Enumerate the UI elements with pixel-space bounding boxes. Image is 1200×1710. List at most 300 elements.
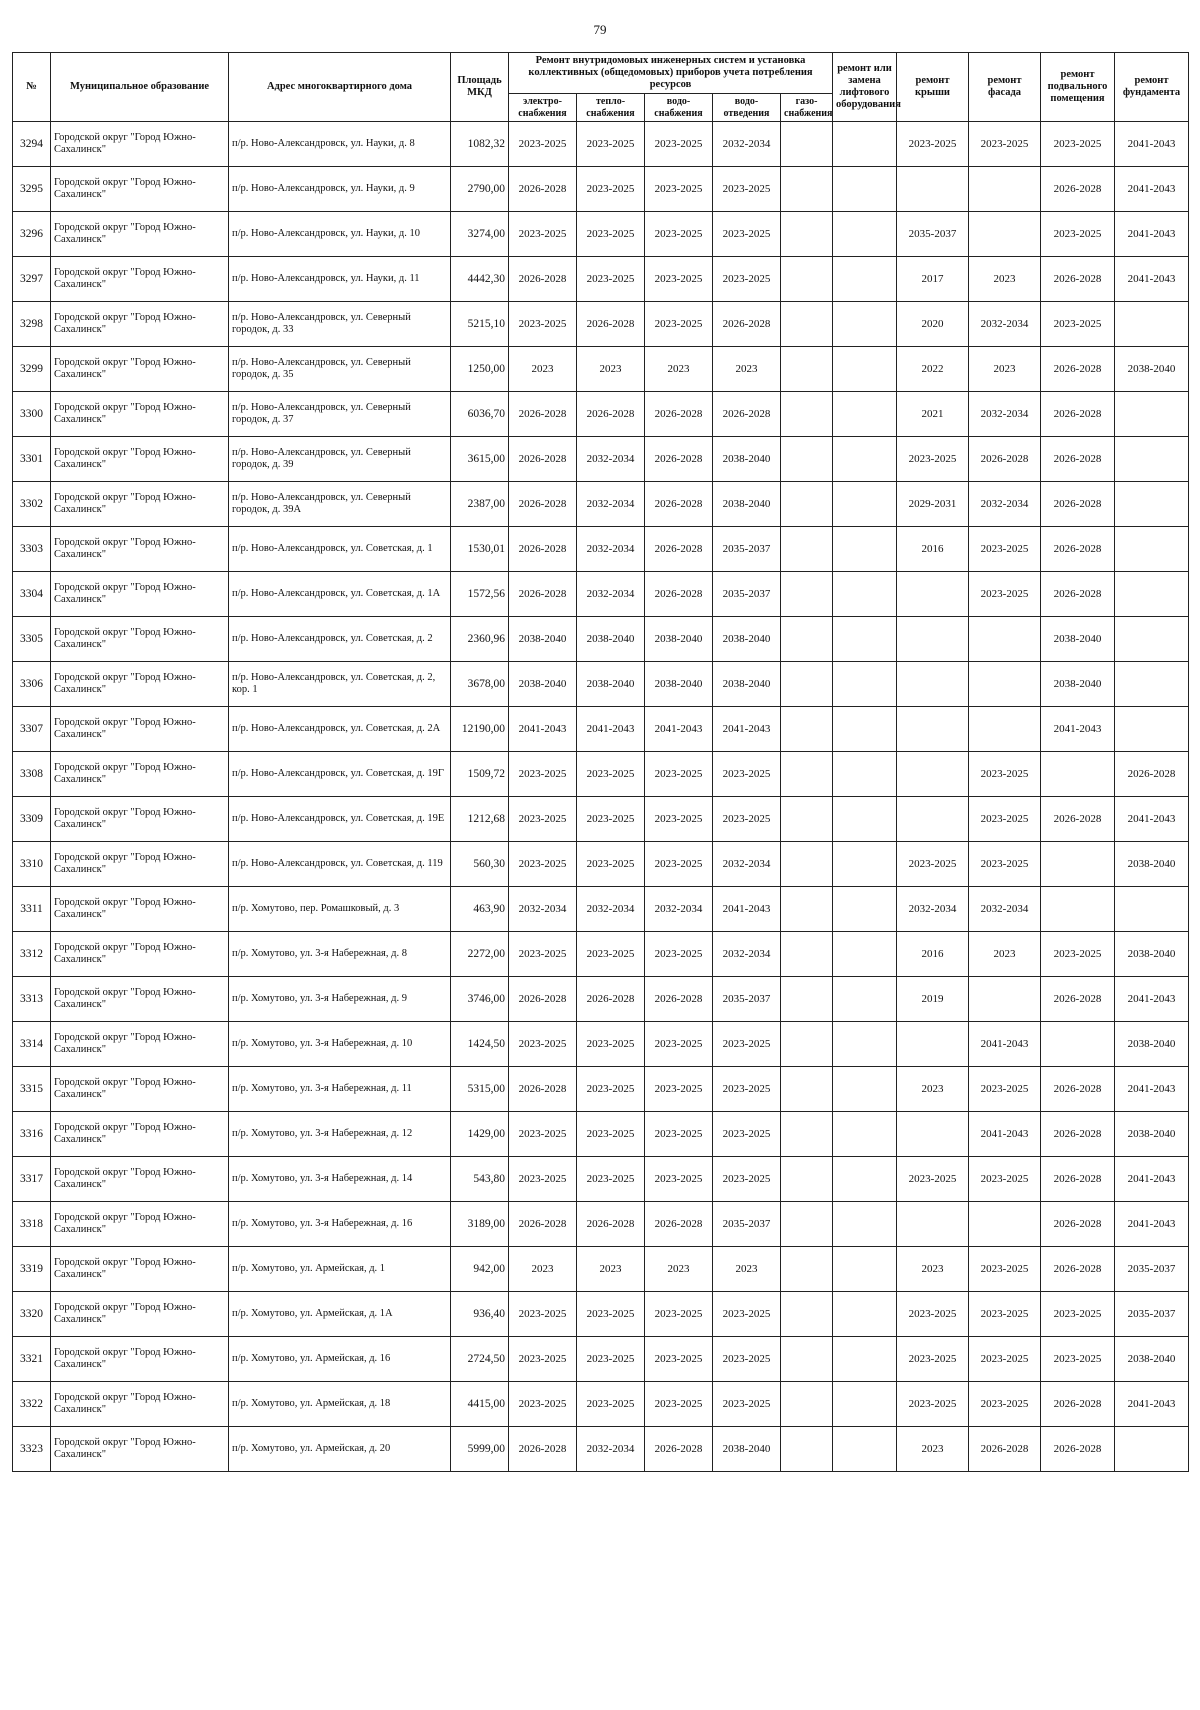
cell-facade: 2032-2034	[969, 302, 1041, 347]
cell-drain: 2023-2025	[713, 1112, 781, 1157]
cell-drain: 2026-2028	[713, 392, 781, 437]
cell-num: 3296	[13, 212, 51, 257]
cell-electric: 2026-2028	[509, 257, 577, 302]
cell-facade: 2023-2025	[969, 1337, 1041, 1382]
cell-facade: 2023-2025	[969, 842, 1041, 887]
cell-water: 2023	[645, 347, 713, 392]
cell-electric: 2026-2028	[509, 1202, 577, 1247]
cell-roof: 2017	[897, 257, 969, 302]
cell-address: п/р. Ново-Александровск, ул. Советская, д. 2	[229, 617, 451, 662]
cell-num: 3299	[13, 347, 51, 392]
cell-area: 463,90	[451, 887, 509, 932]
cell-roof	[897, 752, 969, 797]
cell-basement: 2023-2025	[1041, 1292, 1115, 1337]
table-row	[13, 662, 1189, 707]
cell-facade	[969, 212, 1041, 257]
col-header-address: Адрес многоквартирного дома	[229, 53, 451, 122]
cell-elevator	[833, 617, 897, 662]
cell-electric: 2023	[509, 347, 577, 392]
cell-municipality: Городской округ "Город Южно-Сахалинск"	[51, 1427, 229, 1472]
cell-basement: 2026-2028	[1041, 1247, 1115, 1292]
cell-drain: 2038-2040	[713, 482, 781, 527]
cell-electric: 2026-2028	[509, 527, 577, 572]
cell-foundation: 2041-2043	[1115, 1157, 1189, 1202]
cell-electric: 2023-2025	[509, 1157, 577, 1202]
cell-elevator	[833, 797, 897, 842]
cell-facade: 2041-2043	[969, 1112, 1041, 1157]
cell-facade: 2026-2028	[969, 1427, 1041, 1472]
cell-address: п/р. Ново-Александровск, ул. Науки, д. 8	[229, 122, 451, 167]
cell-roof: 2023-2025	[897, 437, 969, 482]
cell-gas	[781, 482, 833, 527]
cell-heat: 2023-2025	[577, 122, 645, 167]
cell-municipality: Городской округ "Город Южно-Сахалинск"	[51, 122, 229, 167]
cell-gas	[781, 887, 833, 932]
cell-heat: 2032-2034	[577, 572, 645, 617]
cell-facade: 2032-2034	[969, 392, 1041, 437]
cell-heat: 2038-2040	[577, 662, 645, 707]
cell-facade	[969, 167, 1041, 212]
cell-area: 3274,00	[451, 212, 509, 257]
cell-municipality: Городской округ "Город Южно-Сахалинск"	[51, 1382, 229, 1427]
col-header-gas: газо-снабжения	[781, 94, 833, 122]
table-row	[13, 1112, 1189, 1157]
register-sheet	[12, 52, 1188, 1472]
table-row	[13, 257, 1189, 302]
cell-drain: 2035-2037	[713, 572, 781, 617]
cell-facade: 2032-2034	[969, 482, 1041, 527]
table-row	[13, 122, 1189, 167]
cell-heat: 2023-2025	[577, 932, 645, 977]
cell-roof: 2023-2025	[897, 1157, 969, 1202]
cell-num: 3318	[13, 1202, 51, 1247]
cell-gas	[781, 617, 833, 662]
cell-facade	[969, 707, 1041, 752]
cell-electric: 2032-2034	[509, 887, 577, 932]
cell-elevator	[833, 1022, 897, 1067]
cell-elevator	[833, 572, 897, 617]
cell-num: 3306	[13, 662, 51, 707]
table-row	[13, 392, 1189, 437]
table-row	[13, 617, 1189, 662]
cell-municipality: Городской округ "Город Южно-Сахалинск"	[51, 1202, 229, 1247]
cell-basement: 2023-2025	[1041, 932, 1115, 977]
cell-roof: 2023-2025	[897, 1292, 969, 1337]
cell-heat: 2026-2028	[577, 392, 645, 437]
cell-num: 3304	[13, 572, 51, 617]
cell-foundation: 2026-2028	[1115, 752, 1189, 797]
page-number: 79	[593, 22, 607, 37]
cell-roof: 2023	[897, 1427, 969, 1472]
cell-area: 6036,70	[451, 392, 509, 437]
cell-num: 3294	[13, 122, 51, 167]
cell-basement: 2026-2028	[1041, 167, 1115, 212]
cell-drain: 2023-2025	[713, 1292, 781, 1337]
cell-address: п/р. Ново-Александровск, ул. Советская, д. 2, кор. 1	[229, 662, 451, 707]
cell-municipality: Городской округ "Город Южно-Сахалинск"	[51, 347, 229, 392]
cell-elevator	[833, 1067, 897, 1112]
table-row	[13, 932, 1189, 977]
cell-address: п/р. Ново-Александровск, ул. Северный городок, д. 39А	[229, 482, 451, 527]
cell-basement: 2026-2028	[1041, 1427, 1115, 1472]
col-header-facade: ремонт фасада	[969, 53, 1041, 122]
cell-foundation	[1115, 392, 1189, 437]
cell-drain: 2023-2025	[713, 752, 781, 797]
cell-area: 2360,96	[451, 617, 509, 662]
cell-gas	[781, 122, 833, 167]
cell-electric: 2023-2025	[509, 1382, 577, 1427]
cell-municipality: Городской округ "Город Южно-Сахалинск"	[51, 527, 229, 572]
cell-elevator	[833, 662, 897, 707]
table-row	[13, 887, 1189, 932]
table-row	[13, 482, 1189, 527]
cell-drain: 2035-2037	[713, 1202, 781, 1247]
cell-electric: 2026-2028	[509, 392, 577, 437]
cell-heat: 2032-2034	[577, 1427, 645, 1472]
cell-basement: 2026-2028	[1041, 572, 1115, 617]
cell-heat: 2023	[577, 1247, 645, 1292]
cell-gas	[781, 1382, 833, 1427]
cell-area: 2724,50	[451, 1337, 509, 1382]
col-header-elevator: ремонт или замена лифтового оборудования	[833, 53, 897, 122]
cell-num: 3311	[13, 887, 51, 932]
cell-facade: 2023-2025	[969, 1292, 1041, 1337]
cell-roof	[897, 662, 969, 707]
cell-heat: 2023-2025	[577, 1067, 645, 1112]
cell-basement	[1041, 842, 1115, 887]
table-row	[13, 347, 1189, 392]
cell-drain: 2038-2040	[713, 1427, 781, 1472]
cell-area: 3678,00	[451, 662, 509, 707]
cell-heat: 2023-2025	[577, 1157, 645, 1202]
cell-foundation	[1115, 1427, 1189, 1472]
cell-address: п/р. Ново-Александровск, ул. Северный городок, д. 39	[229, 437, 451, 482]
col-header-foundation: ремонт фундамента	[1115, 53, 1189, 122]
cell-elevator	[833, 482, 897, 527]
cell-basement: 2026-2028	[1041, 1382, 1115, 1427]
cell-gas	[781, 1247, 833, 1292]
cell-basement: 2026-2028	[1041, 977, 1115, 1022]
cell-address: п/р. Ново-Александровск, ул. Советская, д. 2А	[229, 707, 451, 752]
cell-basement: 2023-2025	[1041, 1337, 1115, 1382]
cell-gas	[781, 572, 833, 617]
cell-water: 2026-2028	[645, 1427, 713, 1472]
cell-electric: 2026-2028	[509, 167, 577, 212]
cell-heat: 2023-2025	[577, 1022, 645, 1067]
cell-elevator	[833, 842, 897, 887]
cell-municipality: Городской округ "Город Южно-Сахалинск"	[51, 1022, 229, 1067]
table-row	[13, 752, 1189, 797]
cell-area: 1250,00	[451, 347, 509, 392]
cell-area: 1212,68	[451, 797, 509, 842]
cell-drain: 2023	[713, 347, 781, 392]
cell-basement: 2026-2028	[1041, 482, 1115, 527]
cell-num: 3301	[13, 437, 51, 482]
cell-electric: 2023-2025	[509, 1337, 577, 1382]
cell-address: п/р. Ново-Александровск, ул. Советская, д. 19Е	[229, 797, 451, 842]
cell-address: п/р. Хомутово, ул. Армейская, д. 20	[229, 1427, 451, 1472]
cell-elevator	[833, 527, 897, 572]
cell-gas	[781, 392, 833, 437]
cell-water: 2041-2043	[645, 707, 713, 752]
cell-num: 3308	[13, 752, 51, 797]
cell-foundation: 2038-2040	[1115, 1022, 1189, 1067]
cell-roof: 2032-2034	[897, 887, 969, 932]
cell-water: 2038-2040	[645, 617, 713, 662]
cell-foundation: 2041-2043	[1115, 977, 1189, 1022]
cell-electric: 2023	[509, 1247, 577, 1292]
cell-drain: 2035-2037	[713, 977, 781, 1022]
cell-gas	[781, 662, 833, 707]
cell-foundation	[1115, 572, 1189, 617]
cell-municipality: Городской округ "Город Южно-Сахалинск"	[51, 167, 229, 212]
cell-drain: 2032-2034	[713, 122, 781, 167]
cell-electric: 2026-2028	[509, 572, 577, 617]
col-header-drain: водо-отведения	[713, 94, 781, 122]
cell-facade	[969, 1202, 1041, 1247]
cell-elevator	[833, 302, 897, 347]
cell-municipality: Городской округ "Город Южно-Сахалинск"	[51, 392, 229, 437]
cell-foundation: 2041-2043	[1115, 797, 1189, 842]
cell-gas	[781, 1292, 833, 1337]
cell-roof: 2021	[897, 392, 969, 437]
cell-water: 2023-2025	[645, 1067, 713, 1112]
cell-electric: 2026-2028	[509, 1067, 577, 1112]
cell-water: 2026-2028	[645, 437, 713, 482]
cell-drain: 2023-2025	[713, 1382, 781, 1427]
cell-municipality: Городской округ "Город Южно-Сахалинск"	[51, 1337, 229, 1382]
cell-area: 5315,00	[451, 1067, 509, 1112]
cell-electric: 2026-2028	[509, 482, 577, 527]
cell-address: п/р. Ново-Александровск, ул. Северный городок, д. 33	[229, 302, 451, 347]
cell-num: 3297	[13, 257, 51, 302]
cell-num: 3320	[13, 1292, 51, 1337]
cell-water: 2023-2025	[645, 1292, 713, 1337]
cell-elevator	[833, 1382, 897, 1427]
cell-municipality: Городской округ "Город Южно-Сахалинск"	[51, 842, 229, 887]
cell-facade	[969, 662, 1041, 707]
cell-elevator	[833, 887, 897, 932]
cell-basement: 2026-2028	[1041, 437, 1115, 482]
cell-water: 2026-2028	[645, 1202, 713, 1247]
cell-basement: 2026-2028	[1041, 1112, 1115, 1157]
cell-municipality: Городской округ "Город Южно-Сахалинск"	[51, 662, 229, 707]
cell-area: 3615,00	[451, 437, 509, 482]
cell-electric: 2026-2028	[509, 437, 577, 482]
cell-foundation	[1115, 887, 1189, 932]
cell-address: п/р. Хомутово, ул. 3-я Набережная, д. 8	[229, 932, 451, 977]
cell-water: 2038-2040	[645, 662, 713, 707]
cell-area: 4415,00	[451, 1382, 509, 1427]
cell-municipality: Городской округ "Город Южно-Сахалинск"	[51, 437, 229, 482]
cell-water: 2023-2025	[645, 1337, 713, 1382]
cell-municipality: Городской округ "Город Южно-Сахалинск"	[51, 1292, 229, 1337]
cell-water: 2023-2025	[645, 257, 713, 302]
cell-num: 3309	[13, 797, 51, 842]
cell-address: п/р. Хомутово, ул. 3-я Набережная, д. 12	[229, 1112, 451, 1157]
col-header-num: №	[13, 53, 51, 122]
cell-foundation	[1115, 707, 1189, 752]
cell-num: 3305	[13, 617, 51, 662]
cell-facade: 2023	[969, 257, 1041, 302]
cell-area: 1082,32	[451, 122, 509, 167]
table-row	[13, 1337, 1189, 1382]
cell-municipality: Городской округ "Город Южно-Сахалинск"	[51, 1112, 229, 1157]
cell-foundation: 2038-2040	[1115, 1112, 1189, 1157]
cell-heat: 2023-2025	[577, 212, 645, 257]
cell-water: 2023-2025	[645, 1382, 713, 1427]
table-row	[13, 977, 1189, 1022]
cell-elevator	[833, 932, 897, 977]
header-row-main	[13, 53, 1189, 94]
cell-address: п/р. Хомутово, ул. Армейская, д. 16	[229, 1337, 451, 1382]
cell-drain: 2035-2037	[713, 527, 781, 572]
cell-basement: 2038-2040	[1041, 662, 1115, 707]
cell-gas	[781, 752, 833, 797]
cell-facade: 2023-2025	[969, 527, 1041, 572]
cell-drain: 2023-2025	[713, 257, 781, 302]
cell-elevator	[833, 392, 897, 437]
cell-heat: 2023-2025	[577, 1337, 645, 1382]
table-row	[13, 1382, 1189, 1427]
cell-num: 3312	[13, 932, 51, 977]
cell-municipality: Городской округ "Город Южно-Сахалинск"	[51, 1157, 229, 1202]
table-row	[13, 1022, 1189, 1067]
cell-heat: 2023-2025	[577, 797, 645, 842]
cell-area: 4442,30	[451, 257, 509, 302]
table-row	[13, 707, 1189, 752]
cell-basement	[1041, 1022, 1115, 1067]
cell-num: 3319	[13, 1247, 51, 1292]
cell-roof: 2022	[897, 347, 969, 392]
cell-municipality: Городской округ "Город Южно-Сахалинск"	[51, 617, 229, 662]
cell-gas	[781, 1427, 833, 1472]
table-row	[13, 302, 1189, 347]
cell-heat: 2023-2025	[577, 167, 645, 212]
cell-gas	[781, 1202, 833, 1247]
cell-drain: 2026-2028	[713, 302, 781, 347]
cell-electric: 2023-2025	[509, 1022, 577, 1067]
cell-area: 2790,00	[451, 167, 509, 212]
cell-municipality: Городской округ "Город Южно-Сахалинск"	[51, 797, 229, 842]
cell-num: 3316	[13, 1112, 51, 1157]
table-body	[13, 122, 1189, 1472]
cell-electric: 2023-2025	[509, 122, 577, 167]
cell-municipality: Городской округ "Город Южно-Сахалинск"	[51, 977, 229, 1022]
table-row	[13, 1202, 1189, 1247]
cell-area: 942,00	[451, 1247, 509, 1292]
cell-gas	[781, 1112, 833, 1157]
cell-foundation	[1115, 482, 1189, 527]
table-row	[13, 1157, 1189, 1202]
cell-basement: 2026-2028	[1041, 527, 1115, 572]
cell-basement: 2026-2028	[1041, 1202, 1115, 1247]
cell-address: п/р. Ново-Александровск, ул. Науки, д. 11	[229, 257, 451, 302]
cell-electric: 2041-2043	[509, 707, 577, 752]
cell-roof: 2023-2025	[897, 122, 969, 167]
cell-water: 2023-2025	[645, 1022, 713, 1067]
cell-address: п/р. Хомутово, ул. Армейская, д. 1А	[229, 1292, 451, 1337]
cell-drain: 2023-2025	[713, 1067, 781, 1112]
cell-municipality: Городской округ "Город Южно-Сахалинск"	[51, 1067, 229, 1112]
cell-address: п/р. Хомутово, ул. 3-я Набережная, д. 9	[229, 977, 451, 1022]
cell-foundation: 2041-2043	[1115, 212, 1189, 257]
cell-address: п/р. Хомутово, ул. 3-я Набережная, д. 11	[229, 1067, 451, 1112]
cell-heat: 2032-2034	[577, 887, 645, 932]
cell-area: 1530,01	[451, 527, 509, 572]
cell-water: 2026-2028	[645, 482, 713, 527]
cell-municipality: Городской округ "Город Южно-Сахалинск"	[51, 302, 229, 347]
col-header-area: Площадь МКД	[451, 53, 509, 122]
cell-facade: 2023	[969, 347, 1041, 392]
cell-basement: 2026-2028	[1041, 257, 1115, 302]
cell-area: 1429,00	[451, 1112, 509, 1157]
cell-heat: 2023-2025	[577, 1112, 645, 1157]
cell-water: 2026-2028	[645, 392, 713, 437]
cell-drain: 2032-2034	[713, 932, 781, 977]
cell-municipality: Городской округ "Город Южно-Сахалинск"	[51, 212, 229, 257]
cell-roof	[897, 1202, 969, 1247]
cell-basement: 2026-2028	[1041, 797, 1115, 842]
table-row	[13, 572, 1189, 617]
cell-elevator	[833, 752, 897, 797]
cell-roof: 2019	[897, 977, 969, 1022]
cell-address: п/р. Хомутово, пер. Ромашковый, д. 3	[229, 887, 451, 932]
cell-num: 3302	[13, 482, 51, 527]
cell-roof	[897, 1112, 969, 1157]
cell-elevator	[833, 1292, 897, 1337]
cell-area: 3189,00	[451, 1202, 509, 1247]
cell-area: 560,30	[451, 842, 509, 887]
cell-gas	[781, 527, 833, 572]
cell-municipality: Городской округ "Город Южно-Сахалинск"	[51, 932, 229, 977]
cell-facade: 2023-2025	[969, 1247, 1041, 1292]
cell-heat: 2038-2040	[577, 617, 645, 662]
cell-electric: 2023-2025	[509, 932, 577, 977]
cell-num: 3314	[13, 1022, 51, 1067]
cell-area: 1572,56	[451, 572, 509, 617]
table-row	[13, 1427, 1189, 1472]
cell-heat: 2026-2028	[577, 302, 645, 347]
cell-elevator	[833, 122, 897, 167]
cell-elevator	[833, 1337, 897, 1382]
cell-gas	[781, 347, 833, 392]
cell-gas	[781, 707, 833, 752]
cell-electric: 2023-2025	[509, 797, 577, 842]
cell-foundation: 2041-2043	[1115, 167, 1189, 212]
cell-foundation: 2041-2043	[1115, 1382, 1189, 1427]
cell-area: 3746,00	[451, 977, 509, 1022]
cell-basement: 2038-2040	[1041, 617, 1115, 662]
cell-foundation: 2038-2040	[1115, 932, 1189, 977]
cell-num: 3295	[13, 167, 51, 212]
cell-gas	[781, 1337, 833, 1382]
cell-facade	[969, 977, 1041, 1022]
cell-basement	[1041, 887, 1115, 932]
cell-roof: 2023-2025	[897, 1382, 969, 1427]
table-row	[13, 797, 1189, 842]
cell-gas	[781, 932, 833, 977]
cell-electric: 2038-2040	[509, 617, 577, 662]
cell-roof: 2023	[897, 1247, 969, 1292]
cell-basement	[1041, 752, 1115, 797]
cell-water: 2023-2025	[645, 932, 713, 977]
cell-roof	[897, 707, 969, 752]
cell-address: п/р. Ново-Александровск, ул. Советская, д. 119	[229, 842, 451, 887]
col-header-basement: ремонт подвального помещения	[1041, 53, 1115, 122]
cell-heat: 2023-2025	[577, 1292, 645, 1337]
cell-facade: 2023-2025	[969, 1157, 1041, 1202]
